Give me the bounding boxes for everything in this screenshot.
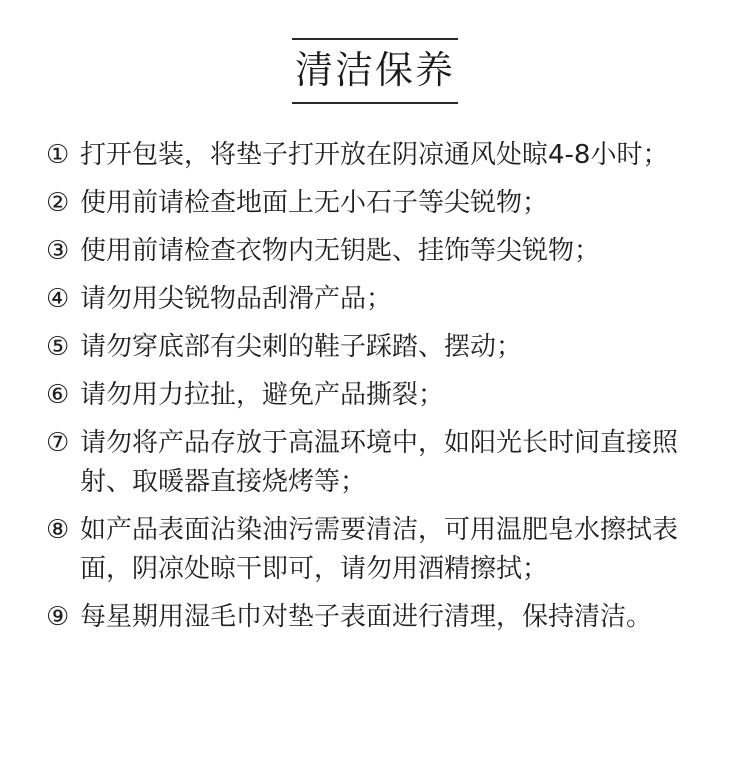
item-number: ⑤ [46,332,70,362]
item-text: 使用前请检查衣物内无钥匙、挂饰等尖锐物； [80,236,601,266]
list-item [46,232,706,271]
list-item [46,280,706,319]
item-text: 请勿穿底部有尖刺的鞋子踩踏、摆动； [80,332,523,362]
item-text: 如产品表面沾染油污需要清洁，可用温肥皂水擦拭表面，阴凉处晾干即可，请勿用酒精擦拭； [80,515,679,584]
title-bottom-rule [292,102,458,104]
item-number: ⑧ [46,515,70,545]
item-number: ④ [46,284,70,314]
page-title: 清洁保养 [294,48,455,92]
list-item [46,376,706,415]
item-text: 使用前请检查地面上无小石子等尖锐物； [80,188,549,218]
item-number: ⑦ [46,428,70,458]
item-text: 请勿将产品存放于高温环境中，如阳光长时间直接照射、取暖器直接烧烤等； [80,428,679,497]
care-instructions-list [46,136,706,646]
item-text: 请勿用力拉扯，避免产品撕裂； [80,380,445,410]
list-item [46,424,706,502]
item-number: ⑥ [46,380,70,410]
title-block [292,38,458,104]
list-item [46,136,706,175]
item-number: ① [46,140,70,170]
list-item [46,598,706,637]
list-item [46,328,706,367]
list-item [46,184,706,223]
item-text: 每星期用湿毛巾对垫子表面进行清理，保持清洁。 [80,602,653,632]
list-item [46,511,706,589]
item-number: ⑨ [46,602,70,632]
item-number: ② [46,188,70,218]
item-text: 打开包装，将垫子打开放在阴凉通风处晾4-8小时； [80,140,669,170]
title-top-rule [292,38,458,40]
item-number: ③ [46,236,70,266]
item-text: 请勿用尖锐物品刮滑产品； [80,284,393,314]
